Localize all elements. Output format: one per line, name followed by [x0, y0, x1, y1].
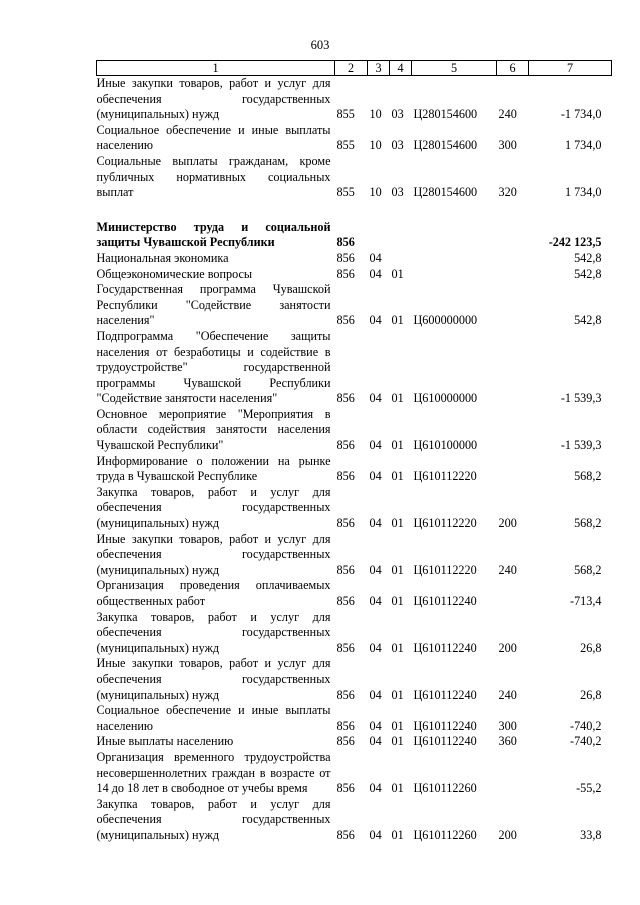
cell-expense-type	[497, 329, 529, 407]
cell-expense-type: 240	[498, 107, 517, 122]
table-row	[97, 123, 612, 154]
cell-section: 04	[369, 562, 382, 577]
cell-subsection: 03	[391, 185, 404, 200]
column-header: 4	[390, 61, 412, 76]
cell-target-article: Ц610112260	[413, 781, 477, 796]
row-name: Организация временного трудоустройства несовершеннолетних граждан в возрасте от 14 до 18 лет в свободное от учебы время	[96, 749, 331, 796]
cell-ministry: 856	[336, 734, 355, 749]
cell-expense-type	[497, 220, 529, 251]
cell-target-article	[412, 267, 497, 283]
column-header: 3	[368, 61, 390, 76]
cell-ministry: 855	[336, 185, 355, 200]
cell-target-article: Ц610100000	[413, 438, 478, 453]
cell-section: 10	[369, 138, 382, 153]
row-name: Иные закупки товаров, работ и услуг для обеспечения государственных (муниципальных) нужд	[96, 76, 331, 122]
cell-target-article: Ц610112220	[413, 469, 477, 484]
cell-section: 04	[369, 469, 382, 484]
cell-target-article: Ц610112220	[413, 562, 477, 577]
cell-ministry: 856	[336, 516, 355, 531]
cell-amount: -1 539,3	[560, 391, 602, 406]
table-row	[97, 454, 612, 485]
cell-target-article: Ц280154600	[413, 138, 478, 153]
cell-expense-type	[497, 578, 529, 609]
cell-target-article: Ц610112220	[413, 516, 477, 531]
row-name: Иные закупки товаров, работ и услуг для обеспечения государственных (муниципальных) нужд	[96, 531, 331, 577]
cell-subsection: 01	[391, 734, 404, 749]
table-header	[97, 61, 612, 76]
table-row	[97, 703, 612, 734]
cell-ministry: 856	[336, 235, 355, 250]
cell-ministry: 856	[336, 250, 355, 265]
cell-expense-type	[497, 267, 529, 283]
cell-ministry: 856	[336, 438, 355, 453]
cell-amount: 26,8	[580, 640, 602, 655]
cell-target-article: Ц610112240	[413, 687, 477, 702]
cell-subsection	[390, 220, 412, 251]
cell-amount: 568,2	[574, 562, 602, 577]
cell-amount: 542,8	[574, 313, 602, 328]
cell-target-article: Ц610112240	[413, 640, 477, 655]
cell-section: 10	[369, 107, 382, 122]
cell-expense-type: 300	[498, 718, 517, 733]
cell-section: 04	[369, 640, 382, 655]
table-row	[97, 76, 612, 123]
cell-target-article	[412, 220, 497, 251]
cell-ministry: 856	[336, 687, 355, 702]
row-name: Подпрограмма "Обеспечение защиты населения от безработицы и содействие в трудоустройстве" государственной программы Чувашской Республики "Содействие занятости населения"	[96, 328, 331, 406]
cell-expense-type: 320	[498, 185, 517, 200]
cell-amount: 568,2	[574, 516, 602, 531]
cell-subsection: 01	[391, 827, 404, 842]
row-name: Социальное обеспечение и иные выплаты населению	[96, 122, 331, 153]
row-name: Информирование о положении на рынке труда в Чувашской Республике	[96, 453, 331, 484]
cell-target-article: Ц280154600	[413, 107, 478, 122]
cell-section	[368, 220, 390, 251]
cell-section: 04	[369, 516, 382, 531]
cell-ministry: 856	[336, 594, 355, 608]
table-row	[97, 797, 612, 844]
column-header: 7	[529, 61, 612, 76]
cell-amount: -713,4	[570, 594, 602, 608]
cell-expense-type	[497, 454, 529, 485]
row-name: Иные закупки товаров, работ и услуг для обеспечения государственных (муниципальных) нужд	[96, 656, 331, 702]
table-row	[97, 282, 612, 329]
cell-expense-type: 200	[498, 516, 517, 531]
cell-expense-type	[497, 251, 529, 267]
cell-section: 04	[369, 250, 382, 265]
table-row	[97, 329, 612, 407]
table-row	[97, 267, 612, 283]
column-header: 2	[335, 61, 368, 76]
cell-subsection: 01	[391, 391, 404, 406]
cell-expense-type	[497, 407, 529, 454]
cell-ministry: 856	[336, 469, 355, 484]
cell-target-article: Ц610112240	[413, 734, 477, 749]
cell-subsection	[390, 251, 412, 267]
cell-section: 04	[369, 734, 382, 749]
row-name: Закупка товаров, работ и услуг для обеспечения государственных (муниципальных) нужд	[96, 484, 331, 531]
cell-amount: 542,8	[574, 250, 602, 265]
cell-subsection: 01	[391, 313, 404, 328]
row-name: Закупка товаров, работ и услуг для обеспечения государственных (муниципальных) нужд	[96, 609, 331, 655]
cell-subsection: 03	[391, 138, 404, 153]
cell-section: 04	[369, 827, 382, 842]
cell-section: 04	[369, 718, 382, 733]
cell-subsection: 01	[391, 266, 404, 281]
cell-target-article: Ц610000000	[413, 391, 478, 406]
cell-section: 04	[369, 391, 382, 406]
cell-expense-type: 240	[498, 562, 517, 577]
cell-expense-type: 200	[498, 827, 517, 842]
cell-subsection: 01	[391, 562, 404, 577]
cell-section: 04	[369, 781, 382, 796]
cell-subsection: 01	[391, 438, 404, 453]
cell-subsection: 01	[391, 516, 404, 531]
table-row	[97, 578, 612, 609]
cell-ministry: 856	[336, 827, 355, 842]
cell-amount: -242 123,5	[548, 235, 602, 250]
cell-subsection: 01	[391, 687, 404, 702]
spacer-cell	[97, 201, 612, 220]
cell-amount: 33,8	[580, 827, 602, 842]
cell-target-article: Ц610112240	[413, 594, 477, 608]
cell-target-article: Ц610112260	[413, 827, 477, 842]
row-name: Организация проведения оплачиваемых общественных работ	[96, 578, 331, 608]
cell-expense-type	[497, 750, 529, 797]
cell-target-article: Ц280154600	[413, 185, 478, 200]
cell-target-article: Ц600000000	[413, 313, 478, 328]
table-row	[97, 154, 612, 201]
cell-section: 04	[369, 313, 382, 328]
cell-amount: 26,8	[580, 687, 602, 702]
cell-ministry: 855	[336, 138, 355, 153]
row-name: Общеэкономические вопросы	[96, 266, 253, 281]
cell-section: 04	[369, 438, 382, 453]
row-name: Государственная программа Чувашской Республики "Содействие занятости населения"	[96, 282, 331, 328]
table-row	[97, 251, 612, 267]
cell-expense-type: 300	[498, 138, 517, 153]
cell-target-article: Ц610112240	[413, 718, 477, 733]
table-body	[97, 76, 612, 844]
cell-section: 04	[369, 266, 382, 281]
row-name: Министерство труда и социальной защиты Чувашской Республики	[96, 219, 331, 250]
row-name: Основное мероприятие "Мероприятия в области содействия занятости населения Чувашской Республики"	[96, 406, 331, 453]
cell-ministry: 855	[336, 107, 355, 122]
cell-subsection: 01	[391, 718, 404, 733]
page-number: 603	[310, 38, 330, 52]
cell-target-article	[412, 251, 497, 267]
cell-subsection: 01	[391, 469, 404, 484]
cell-ministry: 856	[336, 266, 355, 281]
cell-expense-type: 200	[498, 640, 517, 655]
cell-expense-type	[497, 282, 529, 329]
cell-amount: 568,2	[574, 469, 602, 484]
cell-expense-type: 360	[498, 734, 517, 749]
table-row	[97, 734, 612, 750]
cell-amount: -740,2	[570, 734, 602, 749]
column-header: 5	[412, 61, 497, 76]
cell-expense-type: 240	[498, 687, 517, 702]
table-row	[97, 532, 612, 579]
cell-amount: -740,2	[570, 718, 602, 733]
row-name: Социальное обеспечение и иные выплаты населению	[96, 703, 331, 733]
row-name: Национальная экономика	[96, 250, 229, 265]
cell-amount: 542,8	[574, 266, 602, 281]
table-row	[97, 485, 612, 532]
column-header: 6	[497, 61, 529, 76]
cell-amount: -1 734,0	[560, 107, 602, 122]
row-name: Иные выплаты населению	[96, 734, 234, 749]
cell-amount: -1 539,3	[560, 438, 602, 453]
cell-amount: -55,2	[576, 781, 602, 796]
cell-section: 04	[369, 687, 382, 702]
cell-ministry: 856	[336, 718, 355, 733]
row-name: Социальные выплаты гражданам, кроме публичных нормативных социальных выплат	[96, 153, 331, 200]
cell-amount: 1 734,0	[564, 138, 602, 153]
table-spacer-row	[97, 201, 612, 220]
table-row	[97, 656, 612, 703]
column-header: 1	[97, 61, 335, 76]
table-row	[97, 407, 612, 454]
cell-amount: 1 734,0	[564, 185, 602, 200]
cell-subsection: 01	[391, 781, 404, 796]
table-row	[97, 220, 612, 251]
cell-ministry: 856	[336, 781, 355, 796]
cell-subsection: 01	[391, 640, 404, 655]
table-row	[97, 610, 612, 657]
cell-section: 04	[369, 594, 382, 608]
cell-ministry: 856	[336, 313, 355, 328]
cell-ministry: 856	[336, 640, 355, 655]
cell-section: 10	[369, 185, 382, 200]
table-row	[97, 750, 612, 797]
row-name: Закупка товаров, работ и услуг для обеспечения государственных (муниципальных) нужд	[96, 796, 331, 842]
cell-subsection: 03	[391, 107, 404, 122]
budget-table	[96, 60, 612, 844]
cell-subsection: 01	[391, 594, 404, 608]
cell-ministry: 856	[336, 391, 355, 406]
cell-ministry: 856	[336, 562, 355, 577]
